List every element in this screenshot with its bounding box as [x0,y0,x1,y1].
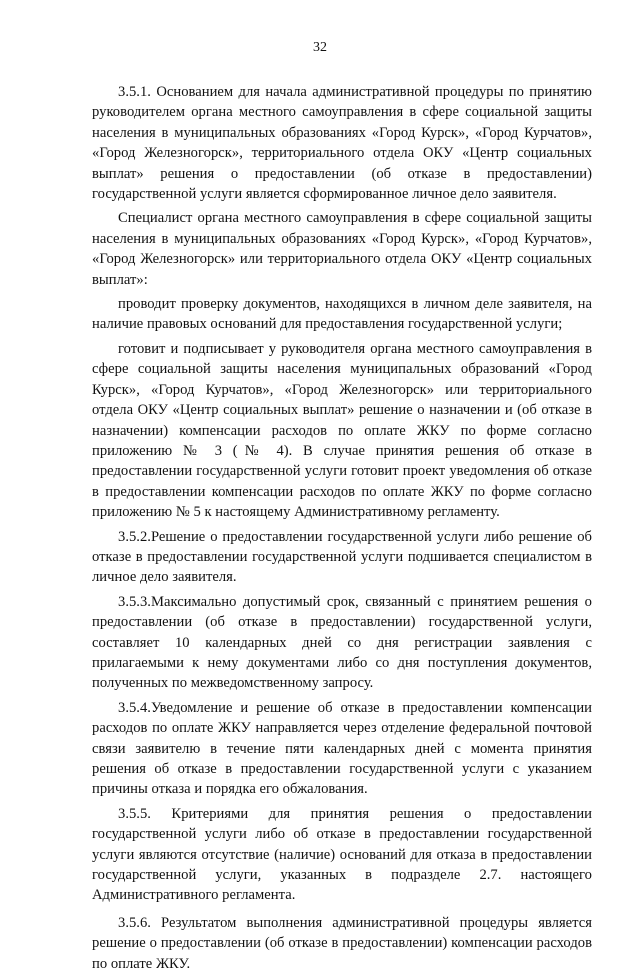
paragraph-3-5-4: 3.5.4.Уведомление и решение об отказе в предоставлении компенсации расходов по оплате ЖКУ направляется через отделение федеральной почтовой связи заявителю в течение пяти календарных дней с момента принятия решения об отказе в предоставлении государственной услуги с указанием причины отказа и порядка его обжалования. [92,699,592,798]
paragraph-3-5-3: 3.5.3.Максимально допустимый срок, связанный с принятием решения о предоставлении (об отказе в предоставлении) государственной услуги, составляет 10 календарных дней со дня регистрации заявления с прилагаемыми к нему документами либо со дня поступления документов, полученных по межведомственному запросу. [92,593,592,692]
paragraph-3-5-2: 3.5.2.Решение о предоставлении государственной услуги либо решение об отказе в предоставлении государственной услуги подшивается специалистом в личное дело заявителя. [92,528,592,586]
paragraph-decision-preparation: готовит и подписывает у руководителя органа местного самоуправления в сфере социальной защиты населения муниципальных образований «Город Курск», «Город Курчатов», «Город Железногорск» или территориального отдела ОКУ «Центр социальных выплат» решение о назначении и (об отказе в назначении) компенсации расходов по оплате ЖКУ по форме согласно приложению № 3 (№ 4). В случае принятия решения об отказе в предоставлении государственной услуги готовит проект уведомления об отказе в предоставлении компенсации расходов по оплате ЖКУ по форме согласно приложению № 5 к настоящему Административному регламенту. [92,340,592,521]
paragraph-3-5-6: 3.5.6. Результатом выполнения административной процедуры является решение о предоставлении (об отказе в предоставлении) компенсации расходов по оплате ЖКУ. [92,914,592,972]
paragraph-document-check: проводит проверку документов, находящихся в личном деле заявителя, на наличие правовых оснований для предоставления государственной услуги; [92,296,592,333]
page-number: 32 [313,40,327,55]
document-body [92,82,592,974]
paragraph-specialist-intro: Специалист органа местного самоуправления в сфере социальной защиты населения в муниципальных образованиях «Город Курск», «Город Курчатов», «Город Железногорск» или территориального отдела ОКУ «Центр социальных выплат»: [92,210,592,288]
paragraph-3-5-5: 3.5.5. Критериями для принятия решения о предоставлении государственной услуги либо об отказе в предоставлении государственной услуги являются отсутствие (наличие) оснований для отказа в предоставлении государственной услуги, указанных в подразделе 2.7. настоящего Административного регламента. [92,805,592,904]
paragraph-3-5-1: 3.5.1. Основанием для начала административной процедуры по принятию руководителем органа местного самоуправления в сфере социальной защиты населения в муниципальных образованиях «Город Курск», «Город Курчатов», «Город Железногорск», территориального отдела ОКУ «Центр социальных выплат» решения о предоставлении (об отказе в предоставлении) государственной услуги является сформированное личное дело заявителя. [92,84,592,203]
